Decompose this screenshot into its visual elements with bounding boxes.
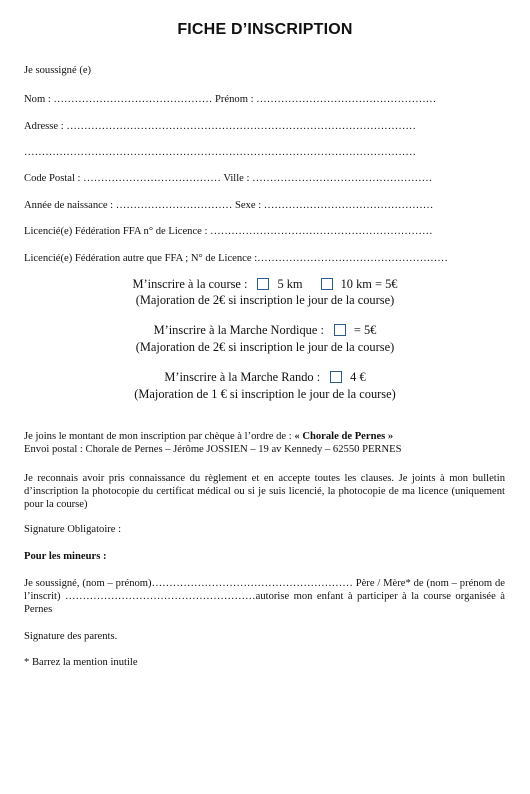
cheque-order: « Chorale de Pernes » — [294, 431, 394, 442]
rando-choice-row — [0, 370, 530, 385]
licence-autre-field[interactable]: Licencié(e) Fédération autre que FFA ; N° de Licence :……………………………………………… — [24, 253, 448, 264]
parents-signature-label: Signature des parents. — [24, 631, 118, 642]
signature-label: Signature Obligatoire : — [24, 524, 122, 535]
soussigne-label: Je soussigné (e) — [24, 65, 92, 76]
course-note: (Majoration de 2€ si inscription le jour de la course) — [135, 293, 395, 307]
licence-ffa-field[interactable]: Licencié(e) Fédération FFA n° de Licence : ……………………………………………………… — [24, 226, 433, 237]
adresse-field-continued[interactable]: ………………………………………………………………………………………………… — [24, 147, 416, 158]
course-5km-label: 5 km — [277, 277, 303, 291]
rules-paragraph: Je reconnais avoir pris connaissance du règlement et en accepte toutes les clauses. Je joints à mon bulletin d’inscription la photocopie du certificat médical ou si je suis licencié, la photocopie de ma licence (uniquement pour la course) — [24, 473, 505, 510]
course-5km-checkbox[interactable] — [257, 278, 269, 290]
cheque-line — [24, 430, 506, 443]
nordique-label: M’inscrire à la Marche Nordique : — [153, 323, 324, 337]
nordique-price: = 5€ — [353, 323, 377, 337]
naissance-sexe-field[interactable]: Année de naissance : …………………………… Sexe : ………………………………………… — [24, 200, 434, 211]
adresse-field[interactable]: Adresse : ……………………………………………………………………………………… — [24, 121, 416, 132]
rando-checkbox[interactable] — [330, 371, 342, 383]
rando-note: (Majoration de 1 € si inscription le jour de la course) — [134, 387, 396, 401]
nordique-checkbox[interactable] — [334, 324, 346, 336]
minors-paragraph: Je soussigné, (nom – prénom)………………………………………………… Père / Mère* de (nom – prénom de l’inscrit) ………………………………………………autorise mon enfant à participer à la course organisée à Pernes — [24, 578, 505, 615]
course-label: M’inscrire à la course : — [132, 277, 248, 291]
code-postal-ville-field[interactable]: Code Postal : ………………………………… Ville : …………………………………………… — [24, 173, 433, 184]
course-10km-label: 10 km = 5€ — [340, 277, 398, 291]
nordique-note: (Majoration de 2€ si inscription le jour de la course) — [135, 340, 395, 354]
footnote: * Barrez la mention inutile — [24, 657, 138, 668]
nordique-choice-row — [0, 323, 530, 338]
nom-prenom-field[interactable]: Nom : ……………………………………… Prénom : …………………………………………… — [24, 94, 437, 105]
envoi-postal: Envoi postal : Chorale de Pernes – Jérôme JOSSIEN – 19 av Kennedy – 62550 PERNES — [24, 444, 402, 455]
minors-heading: Pour les mineurs : — [24, 551, 107, 562]
rando-price: 4 € — [350, 370, 366, 384]
course-choice-row — [0, 277, 530, 292]
course-10km-checkbox[interactable] — [321, 278, 333, 290]
rando-label: M’inscrire à la Marche Rando : — [164, 370, 321, 384]
page-title: FICHE D’INSCRIPTION — [177, 21, 353, 38]
cheque-text: Je joins le montant de mon inscription par chèque à l’ordre de : — [24, 431, 292, 442]
